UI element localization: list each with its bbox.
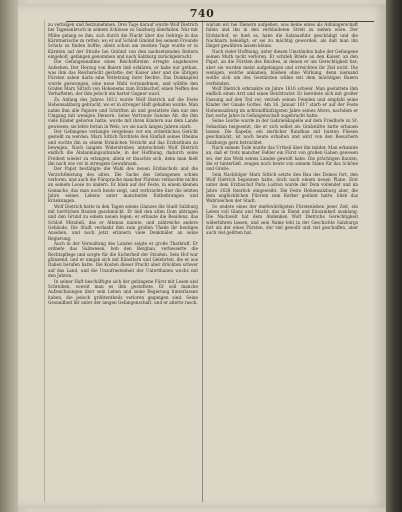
- paragraph: Nach vieler Hoffnung, unter diesen Umständen habe der Gefangene seinen Muth nicht verloren. Er schrieb Briefe an den Kaiser, an den Papst, an die Fürsten des Reiches, in denen er um Gerechtigkeit bat; aber sie wurden meist aufgefangen und erreichten ihr Ziel nicht. Die wenigen, welche ankamen, blieben ohne Wirkung, denn niemand wollte sich um des Gestürzten willen mit dem mächtigen Baiern verfeinden.: [206, 48, 358, 86]
- paragraph: Auch in der Verwaltung des Landes zeigte er große Thatkraft. Er ordnete das Salzwesen, hob den Bergbau, verbesserte die Rechtspflege und sorgte für die Sicherheit der Straßen. Sein Hof war glänzend, und er umgab sich mit Künstlern und Gelehrten, die er aus Italien berufen hatte. Die Kosten dieser Pracht aber drückten schwer auf das Land, und die Unzufriedenheit der Unterthanen wuchs mit den Jahren.: [48, 241, 198, 279]
- column-divider: [202, 20, 203, 502]
- paragraph: So endete eines der merkwürdigsten Fürstenleben jener Zeit, ein Leben voll Glanz und Macht, das in Elend und Einsamkeit ausklang. Die Nachwelt hat dem Andenken Wolf Dietrichs Gerechtigkeit widerfahren lassen, und sein Name lebt in der Geschichte Salzburgs fort als der eines Fürsten, der viel gewollt und viel geschaffen, aber auch viel gelitten hat.: [206, 203, 358, 236]
- page-edge-shadow: [386, 0, 402, 512]
- page-number: 740: [189, 7, 215, 20]
- margin-rule: [44, 20, 45, 502]
- text-column-left: [48, 22, 198, 504]
- paragraph: Zu Anfang des Jahres 1612 wurde Wolf Dietrich auf die Feste Hohensalzburg gebracht, wo er in strenger Haft gehalten wurde. Man nahm ihm alle Papiere und Schriften ab und gestattete ihm nur den Umgang mit wenigen Dienern. Seine Vertraute Salome Alt, die ihm viele Kinder geboren hatte, wurde mit ihren Kindern aus dem Lande gewiesen; sie lebte fortan in Wels, wo sie nach langen Jahren starb.: [48, 96, 198, 129]
- paragraph: Seine Leiche wurde in der Gabrielskapelle auf dem Friedhofe zu St. Sebastian beigesetzt, die er sich selbst als Grabstätte hatte erbauen lassen. Die Kapelle, ein zierlicher Rundbau mit bunten Fliesen geschmückt, ist noch heute erhalten und wird von den Besuchern Salzburgs gern betrachtet.: [206, 118, 358, 145]
- paragraph: Wolf Dietrich hatte in den Tagen seines Glanzes die Stadt Salzburg mit herrlichen Bauten geschmückt. Er ließ den alten Dom abtragen und den Grund zu einem neuen legen; er erbaute die Residenz, das Schloß Mirabell, das er Altenau nannte, und zahlreiche andere Gebäude. Die Stadt verdankt ihm zum großen Theile ihr heutiges Ansehen, und noch jetzt erinnern viele Denkmäler an seine Regierung.: [48, 203, 198, 241]
- paragraph: zu verfolgen und festzunehmen. Drei Tage darauf wurde Wolf Dietrich bei Tagesanbruch in seinem Schlosse zu Salzburg überfallen. Nur mit Mühe gelang es ihm, sich durch die Flucht über das Gebirge in das Kärntnerische zu retten, wo er auf Schloß Gmünd bei seinem Freunde Schutz zu finden hoffte; allein schon am zweiten Tage wurde er in Kärnten auf der Straße bei Gmünd von den nachsetzenden Reitern eingeholt, gefangen genommen und nach Salzburg zurückgebracht.: [48, 22, 198, 60]
- paragraph: warum wir bei Dienern aufgehen, was keine eines als Anhängerschaft fallen und ihn in den verbündeten Streit zu ziehen wäre. Der Erzbischof, so hieß es, habe die Salzausfuhr geschädigt und die Nachbarn beleidigt; er sei zu mächtig geworden, als daß man ihn länger gewähren lassen könne.: [206, 22, 358, 49]
- paragraph: Der Gefangene verlangte vergebens vor ein ordentliches Gericht gestellt zu werden. Marx Sittich fürchtete den Einfluß seines Oheims und suchte ihn zu einem förmlichen Verzicht auf das Erzbisthum zu bewegen. Nach langem Widerstreben unterschrieb Wolf Dietrich endlich die Abdankungsurkunde, in der Hoffnung, dadurch seine Freiheit wieder zu erlangen; allein er täuschte sich, denn man hielt ihn nach wie vor in strengem Gewahrsam.: [48, 128, 198, 166]
- text-column-right: [206, 22, 358, 504]
- paragraph: Der Papst bestätigte die Wahl des neuen Erzbischofs und die Verzichtleistung des alten. Die Sache des Gefangenen schien verloren, und auch die Fürsprache mancher Fürsten vermochte nichts an seinem Loose zu ändern. Er blieb auf der Feste, in einem kleinen Gemache, das man noch heute zeigt, und verbrachte hier die letzten Jahre seines Lebens unter mancherlei Entbehrungen und Kränkungen.: [48, 166, 198, 204]
- paragraph: Wolf Dietrich erkrankte im Jahre 1616 schwer. Man gestattete ihm endlich einen Arzt und einen Beichtvater. Er bereitete sich mit großer Fassung auf den Tod vor, verzieh seinen Feinden und empfahl seine Kinder der Gnade Gottes. Am 16. Januar 1617 starb er auf der Feste Hohensalzburg im achtundfünfzigsten Jahre seines Alters, nachdem er fast sechs Jahre in Gefangenschaft zugebracht hatte.: [206, 86, 358, 118]
- paragraph: In seiner Haft beschäftigte sich der gefangene Fürst mit Lesen und Schreiben, soweit man es ihm gestattete. Er soll manche Aufzeichnungen über sein Leben und seine Regierung hinterlassen haben, die jedoch größtentheils verloren gegangen sind. Seine Gesundheit litt unter der langen Gefangenschaft, und er alterte rasch.: [48, 278, 198, 305]
- book-binding: [0, 0, 18, 512]
- paragraph: Sein Nachfolger Marx Sittich setzte den Bau des Domes fort, den Wolf Dietrich begonnen hatte, doch nach einem neuen Plane. Erst unter dem Erzbischof Paris Lodron wurde der Dom vollendet und im Jahre 1628 feierlich eingeweiht. Die Feste Hohensalzburg aber, die dem unglücklichen Fürsten zum Kerker gedient hatte, blieb das Wahrzeichen der Stadt.: [206, 171, 358, 204]
- paragraph: Nach seinem Tode wurde das Urtheil über ihn milder. Man erkannte an, daß er trotz mancher Fehler ein Fürst von großen Gaben gewesen sei, der das Wohl seines Landes gewollt habe. Die prächtigen Bauten, die er hinterließ, zeugen noch heute von seinem Sinne für das Schöne und Große.: [206, 144, 358, 172]
- paragraph: Die Gefangennahme eines Reichsfürsten erregte ungeheures Aufsehen. Der Herzog von Baiern ließ erklären, er habe nur gethan, was ihm das Reichsrecht gestatte; der Kaiser aber und die übrigen Fürsten sahen darin eine Verletzung ihrer Rechte. Das Domkapitel wurde gezwungen, eine neue Wahl vorzunehmen, und wählte den Grafen Marx Sittich von Hohenems zum Erzbischof, einen Neffen des Verhafteten, der ihm jedoch ein harter Gegner ward.: [48, 59, 198, 97]
